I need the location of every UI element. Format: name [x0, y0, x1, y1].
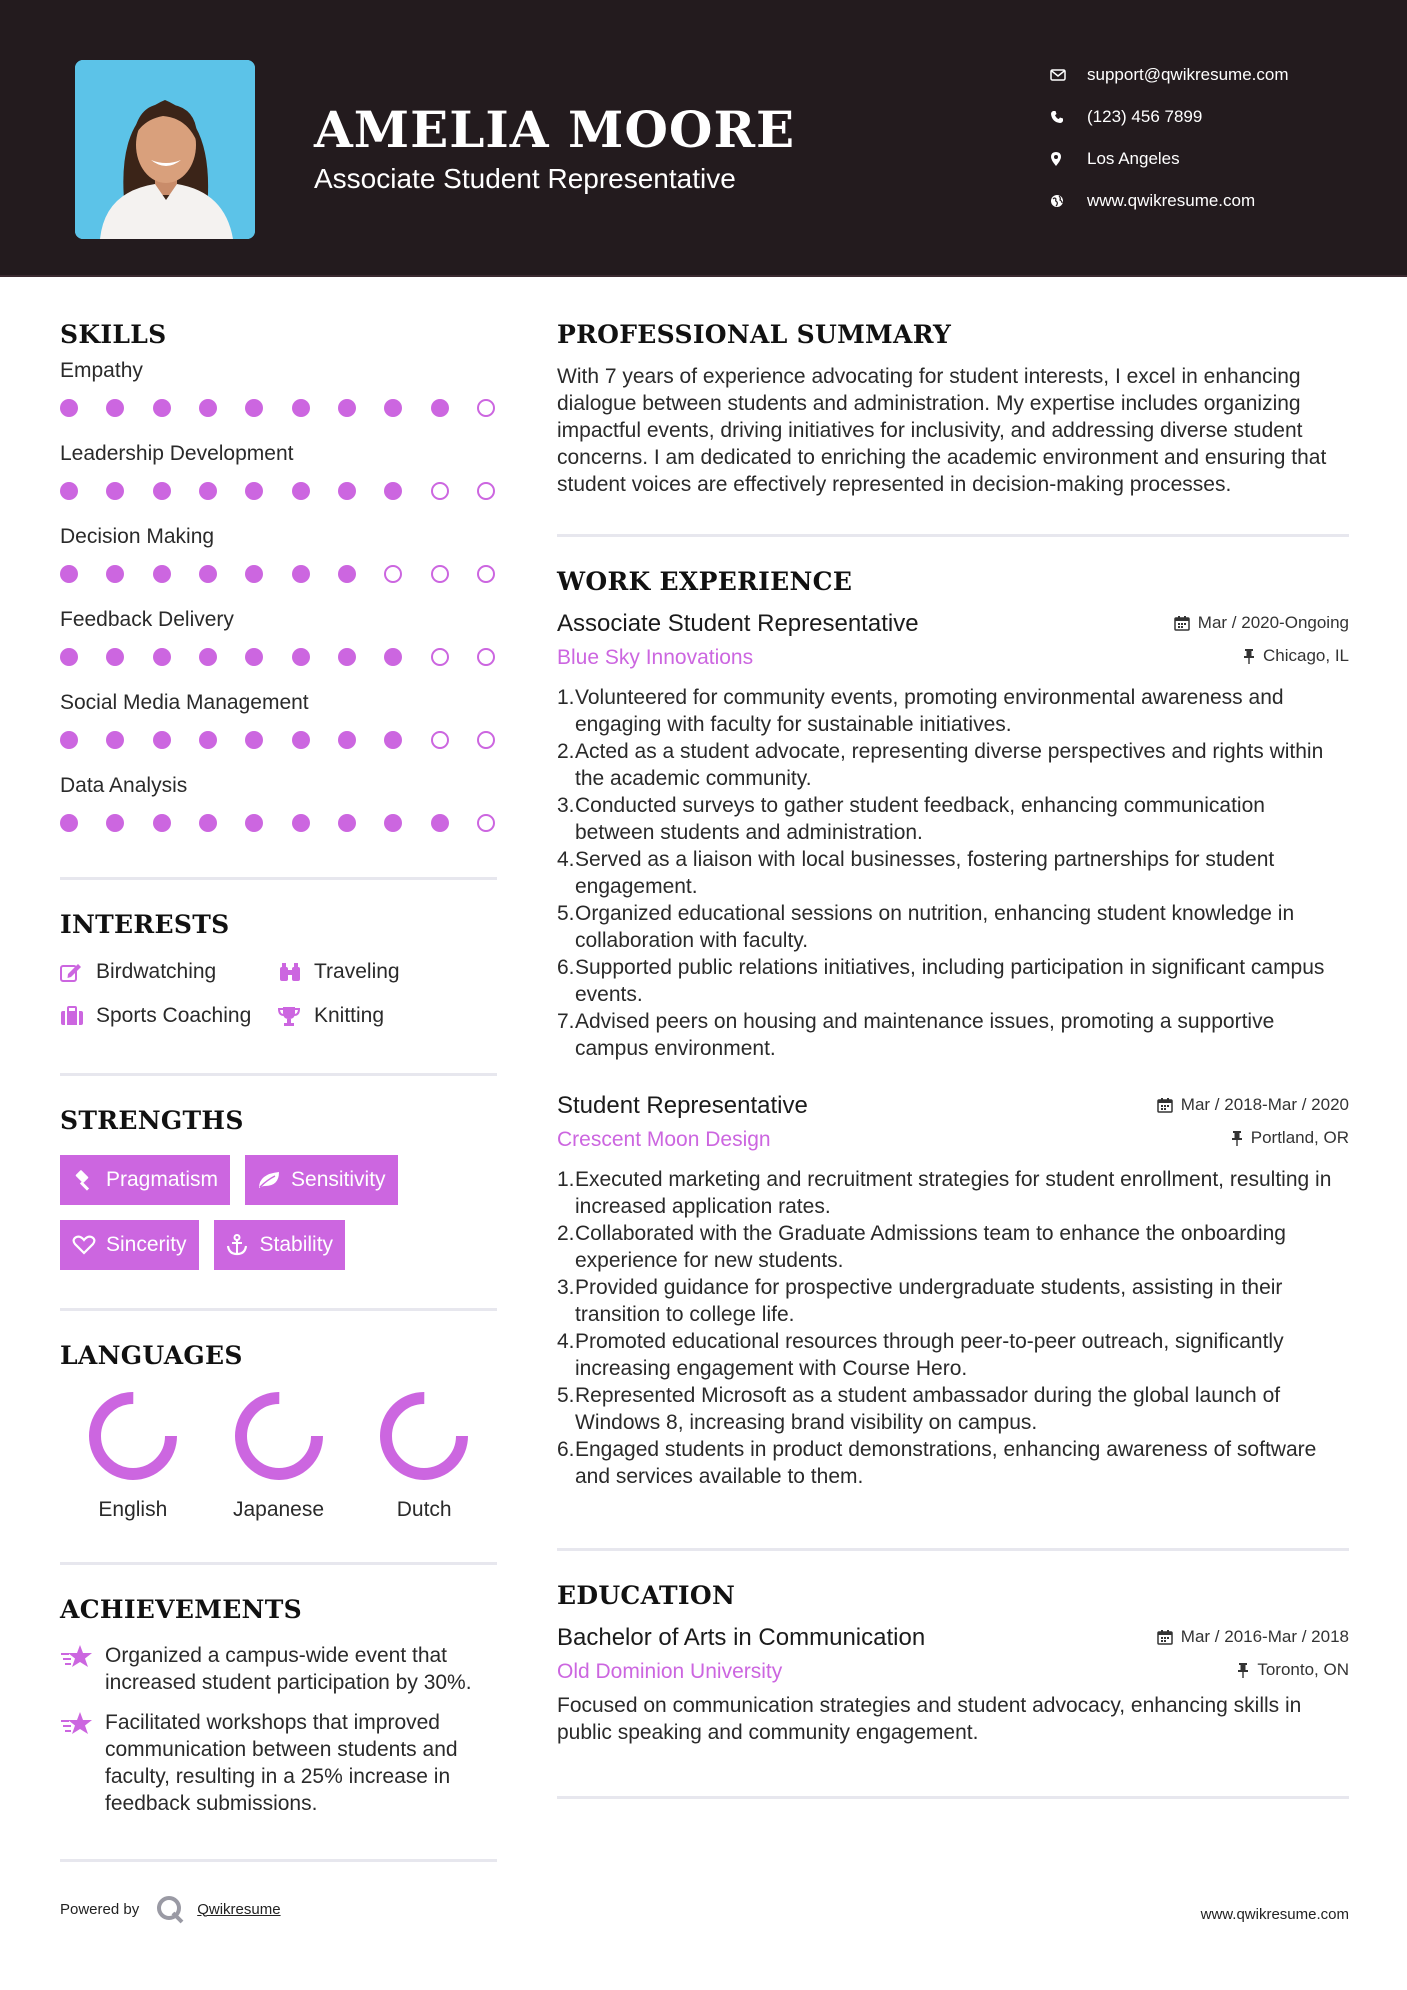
language-item	[60, 1388, 206, 1522]
job-date	[1157, 1095, 1349, 1115]
skill-name: Feedback Delivery	[60, 608, 234, 631]
interest-label: Sports Coaching	[96, 1004, 252, 1027]
heart-icon	[72, 1235, 106, 1255]
section-divider	[60, 1073, 497, 1076]
strength-badge	[60, 1220, 199, 1270]
education-date-text: Mar / 2016-Mar / 2018	[1180, 1627, 1349, 1646]
job-company: Blue Sky Innovations	[557, 646, 754, 669]
calendar-icon	[1157, 1629, 1173, 1645]
rating-dot-filled	[292, 482, 310, 500]
bullet-item: 2. Collaborated with the Graduate Admissions team to enhance the onboarding experience for new students.	[557, 1222, 1286, 1272]
interest-item	[60, 957, 278, 987]
interest-label: Traveling	[314, 960, 400, 983]
strength-label: Stability	[259, 1233, 334, 1256]
rating-dot-filled	[431, 814, 449, 832]
qwikresume-logo-icon	[155, 1894, 185, 1924]
header-divider	[0, 275, 1407, 277]
achievement-item	[60, 1709, 497, 1817]
interest-item	[278, 957, 478, 987]
education-title: EDUCATION	[557, 1581, 736, 1610]
rating-dot-empty	[431, 648, 449, 666]
rating-dot-empty	[477, 399, 495, 417]
section-divider	[60, 877, 497, 880]
contact-list	[1050, 54, 1380, 222]
language-item	[206, 1388, 352, 1522]
rating-dot-filled	[338, 482, 356, 500]
skill-name: Empathy	[60, 359, 143, 382]
bullet-item: 6. Supported public relations initiatives, including participation in significant campus events.	[557, 956, 1325, 1006]
candidate-title: Associate Student Representative	[314, 163, 736, 194]
map-pin-icon	[1050, 151, 1087, 167]
rating-dot-empty	[431, 731, 449, 749]
rating-dot-filled	[384, 814, 402, 832]
rating-dot-filled	[60, 399, 78, 417]
candidate-name: AMELIA MOORE	[314, 100, 796, 159]
rating-dot-empty	[477, 731, 495, 749]
contact-location	[1050, 138, 1380, 180]
contact-phone-text: (123) 456 7899	[1087, 107, 1203, 126]
section-divider	[557, 534, 1349, 537]
rating-dot-filled	[106, 565, 124, 583]
rating-dot-empty	[477, 482, 495, 500]
section-divider	[60, 1308, 497, 1311]
rating-dot-filled	[106, 399, 124, 417]
rating-dot-filled	[292, 731, 310, 749]
rating-dot-empty	[477, 565, 495, 583]
rating-dot-filled	[292, 399, 310, 417]
interests-list	[60, 957, 497, 1031]
achievement-item	[60, 1642, 497, 1696]
rating-dot-filled	[199, 399, 217, 417]
rating-dot-filled	[338, 731, 356, 749]
rating-dot-filled	[153, 565, 171, 583]
bullet-item: 5. Represented Microsoft as a student ambassador during the global launch of Windows 8, increasing brand visibility on campus.	[557, 1384, 1281, 1434]
rating-dot-filled	[106, 731, 124, 749]
bullet-item: 5. Organized educational sessions on nutrition, enhancing student knowledge in collaboration with faculty.	[557, 902, 1295, 952]
skill-rating	[60, 384, 497, 432]
job-role: Associate Student Representative	[557, 610, 919, 637]
interest-item	[60, 1001, 278, 1031]
skill-rating	[60, 716, 497, 764]
skill-name: Data Analysis	[60, 774, 188, 797]
bullet-item: 4. Served as a liaison with local businesses, fostering partnerships for student engagement.	[557, 848, 1275, 898]
footer-powered-by	[60, 1894, 281, 1924]
skill-rating	[60, 799, 497, 847]
rating-dot-filled	[384, 648, 402, 666]
bullet-item: 7. Advised peers on housing and maintenance issues, promoting a supportive campus environment.	[557, 1010, 1275, 1060]
bullet-item: 3. Provided guidance for prospective undergraduate students, assisting in their transition to college life.	[557, 1276, 1283, 1326]
rating-dot-filled	[106, 482, 124, 500]
rating-dot-filled	[245, 814, 263, 832]
education-location	[1237, 1660, 1349, 1680]
job-date	[1174, 613, 1349, 633]
gavel-icon	[72, 1169, 106, 1191]
anchor-icon	[226, 1234, 260, 1256]
summary-title: PROFESSIONAL SUMMARY	[557, 320, 952, 349]
skills-title: SKILLS	[60, 320, 167, 349]
section-divider	[60, 1562, 497, 1565]
skill-name: Social Media Management	[60, 691, 309, 714]
strengths-list	[60, 1155, 497, 1270]
rating-dot-empty	[477, 648, 495, 666]
bullet-item: 6. Engaged students in product demonstrations, enhancing awareness of software and services available to them.	[557, 1438, 1317, 1488]
calendar-icon	[1157, 1097, 1173, 1113]
rating-dot-filled	[106, 648, 124, 666]
language-label: Dutch	[396, 1498, 452, 1521]
rating-dot-filled	[153, 648, 171, 666]
binoculars-icon	[278, 962, 314, 982]
achievement-text: Facilitated workshops that improved communication between students and faculty, resulting in a 25% increase in feedback submissions.	[105, 1711, 458, 1815]
job-location	[1243, 646, 1349, 666]
section-divider	[60, 1859, 497, 1862]
languages-title: LANGUAGES	[60, 1341, 243, 1370]
rating-dot-filled	[245, 399, 263, 417]
bullet-item: 1. Volunteered for community events, promoting environmental awareness and engaging with faculty for sustainable initiatives.	[557, 686, 1284, 736]
rating-dot-empty	[431, 565, 449, 583]
contact-phone[interactable]	[1050, 96, 1380, 138]
rating-dot-filled	[384, 399, 402, 417]
strength-label: Sensitivity	[291, 1168, 386, 1191]
job-company: Crescent Moon Design	[557, 1128, 771, 1151]
pushpin-icon	[1231, 1130, 1243, 1146]
education-location-text: Toronto, ON	[1257, 1660, 1349, 1679]
job-location-text: Chicago, IL	[1263, 646, 1349, 665]
phone-icon	[1050, 110, 1087, 124]
briefcase-icon	[60, 1006, 96, 1026]
education-entry	[557, 1624, 1349, 1746]
rating-dot-filled	[384, 731, 402, 749]
language-label: English	[98, 1498, 168, 1521]
rating-dot-filled	[338, 814, 356, 832]
footer-site[interactable]: www.qwikresume.com	[1200, 1906, 1349, 1923]
bullet-item: 4. Promoted educational resources through peer-to-peer outreach, significantly increasing engagement with Course Hero.	[557, 1330, 1284, 1380]
skills-list	[60, 359, 497, 847]
pushpin-icon	[1237, 1662, 1249, 1678]
profile-photo	[75, 60, 255, 239]
rating-dot-filled	[106, 814, 124, 832]
globe-icon	[1050, 194, 1087, 208]
contact-website[interactable]	[1050, 180, 1380, 222]
language-ring	[85, 1388, 181, 1484]
summary-text: With 7 years of experience advocating for student interests, I excel in enhancing dialogue between students and administration. My expertise includes organizing impactful events, driving initiatives for inclusivity, and addressing diverse student concerns. I am dedicated to enriching the academic environment and ensuring that student voices are effectively represented in decision-making processes.	[557, 365, 1327, 496]
resume-header	[0, 0, 1407, 277]
rating-dot-filled	[199, 482, 217, 500]
rating-dot-filled	[199, 648, 217, 666]
rating-dot-filled	[338, 399, 356, 417]
rating-dot-filled	[245, 648, 263, 666]
leaf-icon	[257, 1170, 291, 1190]
rating-dot-filled	[199, 565, 217, 583]
pencil-icon	[60, 962, 96, 982]
star-icon	[60, 1642, 105, 1696]
rating-dot-filled	[245, 565, 263, 583]
job-role: Student Representative	[557, 1092, 808, 1119]
work-title: WORK EXPERIENCE	[557, 567, 853, 596]
job-entry	[557, 1092, 1349, 1490]
education-degree: Bachelor of Arts in Communication	[557, 1624, 926, 1651]
rating-dot-filled	[153, 399, 171, 417]
section-divider	[557, 1796, 1349, 1799]
rating-dot-empty	[431, 482, 449, 500]
job-date-text: Mar / 2020-Ongoing	[1197, 613, 1349, 632]
rating-dot-filled	[60, 814, 78, 832]
bullet-item: 3. Conducted surveys to gather student feedback, enhancing communication between students and administration.	[557, 794, 1265, 844]
contact-email-text: support@qwikresume.com	[1087, 65, 1289, 84]
language-ring	[231, 1388, 327, 1484]
rating-dot-filled	[60, 565, 78, 583]
powered-by-text: Powered by	[60, 1900, 140, 1918]
rating-dot-filled	[245, 731, 263, 749]
rating-dot-filled	[199, 814, 217, 832]
interests-title: INTERESTS	[60, 910, 230, 939]
trophy-icon	[278, 1005, 314, 1027]
contact-location-text: Los Angeles	[1087, 149, 1180, 168]
skill-rating	[60, 467, 497, 515]
achievements-title: ACHIEVEMENTS	[60, 1595, 302, 1624]
skill-name: Decision Making	[60, 525, 215, 548]
rating-dot-filled	[60, 731, 78, 749]
envelope-icon	[1050, 69, 1087, 81]
right-column	[557, 320, 1349, 1799]
rating-dot-filled	[431, 399, 449, 417]
strengths-title: STRENGTHS	[60, 1106, 244, 1135]
interest-item	[278, 1001, 478, 1031]
job-bullets	[557, 1166, 1349, 1490]
skill-rating	[60, 550, 497, 598]
rating-dot-filled	[60, 482, 78, 500]
rating-dot-filled	[338, 648, 356, 666]
language-ring	[376, 1388, 472, 1484]
contact-website-text: www.qwikresume.com	[1087, 191, 1256, 210]
interest-label: Birdwatching	[96, 960, 217, 983]
language-item	[351, 1388, 497, 1522]
left-column	[60, 320, 497, 1862]
bullet-item: 1. Executed marketing and recruitment strategies for student enrollment, resulting in increased application rates.	[557, 1168, 1332, 1218]
language-label: Japanese	[232, 1498, 325, 1521]
bullet-item: 2. Acted as a student advocate, representing diverse perspectives and rights within the academic community.	[557, 740, 1324, 790]
rating-dot-filled	[60, 648, 78, 666]
section-divider	[557, 1548, 1349, 1551]
rating-dot-filled	[153, 814, 171, 832]
rating-dot-filled	[292, 565, 310, 583]
rating-dot-filled	[384, 482, 402, 500]
skill-rating	[60, 633, 497, 681]
rating-dot-filled	[338, 565, 356, 583]
strength-label: Pragmatism	[106, 1168, 219, 1191]
skill-name: Leadership Development	[60, 442, 294, 465]
interest-label: Knitting	[314, 1004, 385, 1027]
education-text: Focused on communication strategies and student advocacy, enhancing skills in public speaking and community engagement.	[557, 1694, 1302, 1744]
strength-badge	[245, 1155, 398, 1205]
rating-dot-filled	[245, 482, 263, 500]
strength-badge	[60, 1155, 230, 1205]
job-location-text: Portland, OR	[1250, 1128, 1349, 1147]
rating-dot-filled	[199, 731, 217, 749]
job-entry	[557, 610, 1349, 1062]
strength-label: Sincerity	[106, 1233, 187, 1256]
rating-dot-filled	[153, 731, 171, 749]
achievement-text: Organized a campus-wide event that increased student participation by 30%.	[105, 1644, 472, 1694]
education-date	[1157, 1627, 1349, 1647]
rating-dot-empty	[477, 814, 495, 832]
strength-badge	[214, 1220, 346, 1270]
calendar-icon	[1174, 615, 1190, 631]
job-location	[1231, 1128, 1349, 1148]
contact-email[interactable]	[1050, 54, 1380, 96]
languages-list	[60, 1388, 497, 1522]
job-bullets	[557, 684, 1349, 1062]
star-icon	[60, 1709, 105, 1817]
pushpin-icon	[1243, 648, 1255, 664]
job-date-text: Mar / 2018-Mar / 2020	[1180, 1095, 1349, 1114]
rating-dot-empty	[384, 565, 402, 583]
rating-dot-filled	[153, 482, 171, 500]
education-school: Old Dominion University	[557, 1660, 783, 1683]
brand-link[interactable]: Qwikresume	[197, 1900, 281, 1918]
rating-dot-filled	[292, 648, 310, 666]
rating-dot-filled	[292, 814, 310, 832]
